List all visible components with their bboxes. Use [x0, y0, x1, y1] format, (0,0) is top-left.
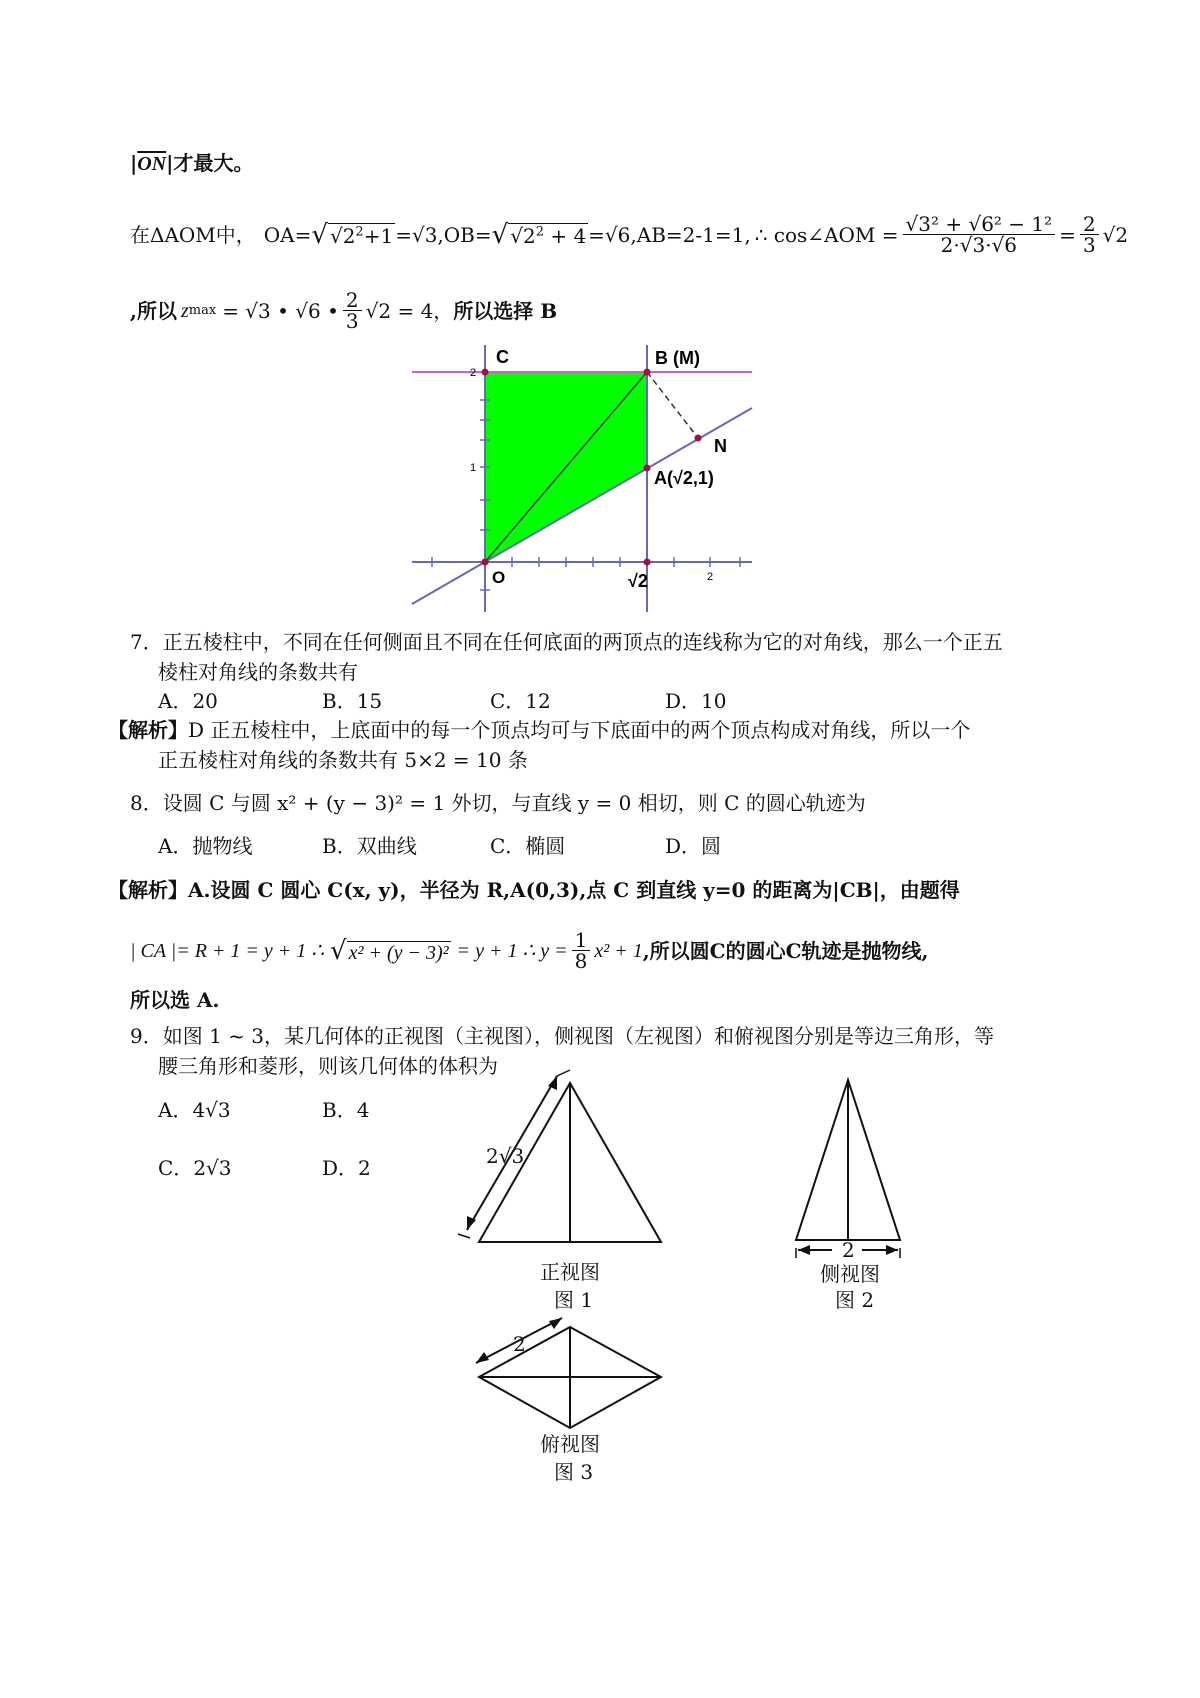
figure-side-view: [785, 1070, 915, 1260]
figure-front-view: [450, 1060, 680, 1250]
q7-line2: 棱柱对角线的条数共有: [158, 660, 358, 684]
fig3-dimension: 2: [513, 1332, 526, 1356]
ob-sqrt: √ $√2^2 + 4$: [491, 219, 587, 250]
zmax-var: z: [180, 299, 189, 322]
q8-answer-line2: [130, 930, 928, 971]
label-o: O: [492, 568, 506, 587]
q7-option-a: A．20: [158, 689, 218, 713]
ab-text: AB=2-1=1,: [636, 222, 751, 247]
fig3-name: 俯视图: [540, 1432, 600, 1456]
cos-denominator: 2·√3·√6: [940, 233, 1018, 257]
fig1-dimension: 2√3: [486, 1144, 525, 1168]
side-dim-arrowhead-left: [798, 1245, 810, 1255]
region-graph: [410, 340, 760, 620]
q9-option-a-label: A．: [158, 1098, 193, 1122]
q8-option-c: C．椭圆: [490, 834, 566, 858]
side-dim-arrowhead-right: [886, 1245, 898, 1255]
q7-option-c: C．12: [490, 689, 551, 713]
on-max-text: 才最大。: [173, 151, 254, 175]
tick-label-y2: 2: [470, 367, 477, 379]
q9-option-a-value: 4√3: [192, 1098, 231, 1122]
cos-numerator: √3² + √6² − 1²: [903, 214, 1056, 235]
q8-option-d: D．圆: [665, 834, 722, 858]
q9-option-a: [158, 1100, 231, 1120]
fig1-name: 正视图: [540, 1260, 600, 1284]
cos-fraction: [903, 214, 1056, 255]
point-b: [644, 369, 651, 376]
front-dim-tick-top: [557, 1070, 570, 1076]
q8-conclusion: ,所以圆C的圆心C轨迹是抛物线,: [642, 938, 929, 963]
q7-option-b: B．15: [322, 689, 383, 713]
fig3-number: 图 3: [554, 1460, 594, 1484]
cos-result-denominator: 3: [1082, 233, 1096, 257]
cos-equals: =: [1059, 222, 1076, 247]
q8-answer-line3: 所以选 A.: [130, 988, 220, 1012]
q8-option-a: A．抛物线: [158, 834, 253, 858]
q8-answer-text: A.设圆 C 圆心 C(x, y)，半径为 R,A(0,3),点 C 到直线 y=0 的距离为|CB|，由题得: [188, 878, 960, 902]
point-o: [482, 559, 489, 566]
q8-eq-ca: | CA |= R + 1 = y + 1 ∴: [130, 939, 324, 962]
cos-result-fraction: [1080, 214, 1099, 255]
q7-answer-line1: [108, 720, 970, 740]
q9-line1: 9．如图 1 ~ 3，某几何体的正视图（主视图），侧视图（左视图）和俯视图分别是等边三角形，等: [130, 1024, 995, 1048]
oa-sqrt: √ $√2^2+1$: [311, 219, 394, 250]
zmax-line: [130, 290, 557, 331]
cos-result-numerator: 2: [1080, 214, 1099, 235]
zmax-tail: 所以选择 B: [453, 298, 558, 323]
q7-answer-text: D 正五棱柱中，上底面中的每一个顶点均可与下底面中的两个顶点构成对角线，所以一个: [188, 718, 971, 742]
ob-result: =√6,: [588, 222, 637, 247]
top-dim-arrowhead-right: [549, 1318, 562, 1329]
zmax-expr1: = √3 • √6 •: [222, 298, 339, 323]
q8-answer-line1: [108, 880, 960, 900]
zmax-sub: max: [188, 303, 217, 318]
zmax-prefix: ,所以: [130, 298, 177, 323]
q8-line1: 8．设圆 C 与圆 x² + (y − 3)² = 1 外切，与直线 y = 0 相切，则 C 的圆心轨迹为: [130, 791, 866, 815]
q8-eq-frac-den: 8: [574, 949, 588, 973]
zmax-fraction: [343, 290, 362, 331]
ob-label: OB=: [443, 222, 492, 247]
cos-text: ∴ cos∠AOM =: [754, 222, 899, 247]
label-b: B (M): [655, 348, 700, 368]
label-c: C: [496, 347, 509, 367]
q9-option-d: D．2: [322, 1156, 371, 1180]
cos-result-tail: √2: [1102, 222, 1129, 247]
fig2-dimension: 2: [842, 1238, 855, 1262]
zmax-frac-num: 2: [343, 290, 362, 311]
q7-line1: 7．正五棱柱中，不同在任何侧面且不同在任何底面的两顶点的连线称为它的对角线，那么一个正五: [130, 630, 1003, 654]
label-n: N: [714, 436, 727, 456]
zmax-expr2: √2 = 4，: [365, 298, 454, 323]
q9-option-c: [158, 1158, 232, 1178]
top-dim-arrowhead-left: [476, 1352, 489, 1363]
q7-answer-tag: 【解析】: [108, 718, 188, 742]
q8-eq-y: = y + 1 ∴ y =: [456, 939, 568, 962]
q9-option-c-label: C．: [158, 1156, 194, 1180]
q8-eq-sqrt-body: x² + (y − 3)²: [348, 941, 449, 964]
q8-eq-tail: x² + 1: [594, 939, 643, 962]
q8-eq-frac-num: 1: [572, 930, 591, 951]
tick-label-y1: 1: [470, 462, 477, 474]
point-c: [482, 369, 489, 376]
on-max-line: $|\overline{ON}|$才最大。: [130, 151, 254, 175]
q7-answer-line2: 正五棱柱对角线的条数共有 5×2 = 10 条: [158, 748, 528, 772]
projection-bn: [647, 372, 698, 438]
q8-eq-fraction: [572, 930, 591, 971]
q8-eq-sqrt: √ x² + (y − 3)²: [330, 935, 449, 966]
q8-answer-tag: 【解析】: [108, 878, 188, 902]
tick-label-x2: 2: [707, 571, 714, 583]
front-dim-tick-bottom: [458, 1234, 470, 1238]
point-sqrt2: [644, 559, 651, 566]
oa-label: OA=: [263, 222, 312, 247]
figure-top-view: [465, 1315, 675, 1435]
q9-option-b: B．4: [322, 1098, 370, 1122]
aom-prefix: 在ΔAOM中，: [130, 222, 256, 247]
label-a: A(√2,1): [654, 468, 714, 488]
point-a: [644, 465, 651, 472]
label-sqrt2: √2: [628, 571, 648, 591]
oa-result: =√3,: [395, 222, 444, 247]
q7-option-d: D．10: [665, 689, 727, 713]
q9-line2: 腰三角形和菱形，则该几何体的体积为: [158, 1054, 498, 1078]
vector-on: $\overline{ON}$: [137, 153, 167, 175]
aom-line: [130, 214, 1128, 255]
q8-option-b: B．双曲线: [322, 834, 417, 858]
zmax-frac-den: 3: [345, 309, 359, 333]
fig2-number: 图 2: [835, 1288, 875, 1312]
q9-option-c-value: 2√3: [193, 1156, 232, 1180]
fig2-name: 侧视图: [820, 1262, 880, 1286]
fig1-number: 图 1: [554, 1288, 594, 1312]
point-n: [695, 435, 702, 442]
